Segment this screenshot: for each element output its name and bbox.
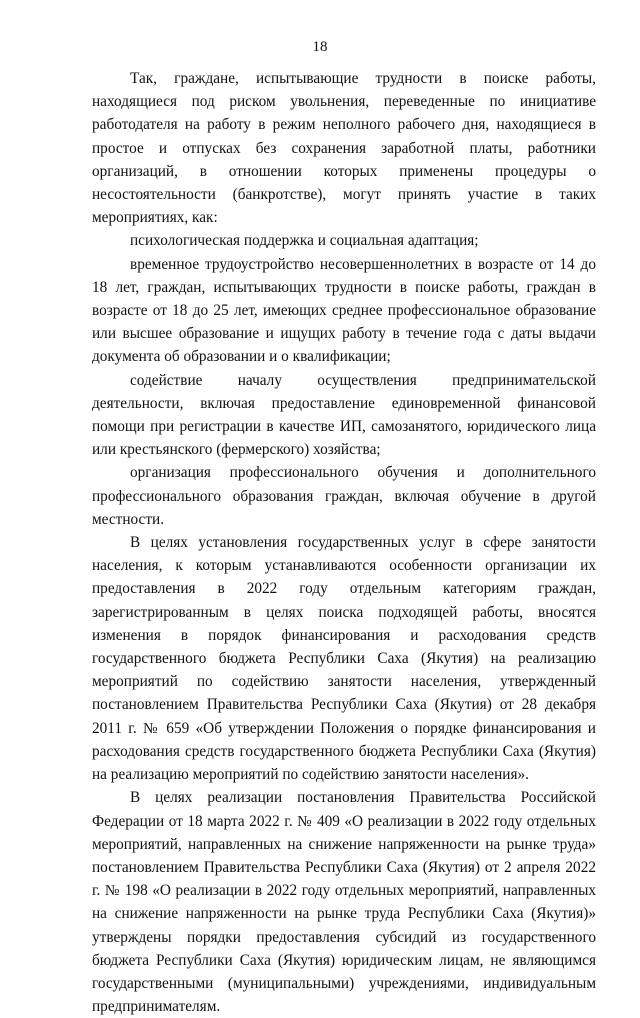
paragraph-intro: Так, граждане, испытывающие трудности в поиске работы, находящиеся под риском увольнения, переведенные по инициативе работодателя на работу в режим неполного рабочего дня, находящиеся в простое и отпусках без сохранения заработной платы, работники организаций, в отношении которых применены процедуры о несостоятельности (банкротстве), могут принять участие в таких мероприятиях, как: — [92, 70, 596, 227]
list-item-temporary-employment: временное трудоустройство несовершеннолетних в возрасте от 14 до 18 лет, граждан, испытывающих трудности в поиске работы, граждан в возрасте от 18 до 25 лет, имеющих среднее профессиональное образование или высшее образование и ищущих работу в течение года с даты выдачи документа об образовании и о квалификации; — [92, 255, 596, 366]
document-body — [92, 67, 596, 1018]
list-item-entrepreneurship: содействие началу осуществления предпринимательской деятельности, включая предоставление единовременной финансовой помощи при регистрации в качестве ИП, самозанятого, юридического лица или крестьянского (фермерского) хозяйства; — [92, 371, 596, 459]
page-number: 18 — [312, 39, 328, 55]
paragraph-subsidies: В целях реализации постановления Правительства Российской Федерации от 18 марта 2022 г. № 409 «О реализации в 2022 году отдельных мероприятий, направленных на снижение напряженности на рынке труда» постановлением Правительства Республики Саха (Якутия) от 2 апреля 2022 г. № 198 «О реализации в 2022 году отдельных мероприятий, направленных на снижение напряженности на рынке труда Республики Саха (Якутия)» утверждены порядки предоставления субсидий из государственного бюджета Республики Саха (Якутия) юридическим лицам, не являющимся государственными (муниципальными) учреждениями, индивидуальным предпринимателям. — [92, 789, 596, 1016]
list-item-professional-training: организация профессионального обучения и дополнительного профессионального образования граждан, включая обучение в другой местности. — [92, 464, 596, 528]
paragraph-financing-changes: В целях установления государственных услуг в сфере занятости населения, к которым устанавливаются особенности организации их предоставления в 2022 году отдельным категориям граждан, зарегистрированным в целях поиска подходящей работы, вносятся изменения в порядок финансирования и расходования средств государственного бюджета Республики Саха (Якутия) на реализацию мероприятий по содействию занятости населения, утвержденный постановлением Правительства Республики Саха (Якутия) от 28 декабря 2011 г. № 659 «Об утверждении Положения о порядке финансирования и расходования средств государственного бюджета Республики Саха (Якутия) на реализацию мероприятий по содействию занятости населения». — [92, 534, 596, 784]
list-item-psychological-support: психологическая поддержка и социальная адаптация; — [130, 232, 479, 250]
